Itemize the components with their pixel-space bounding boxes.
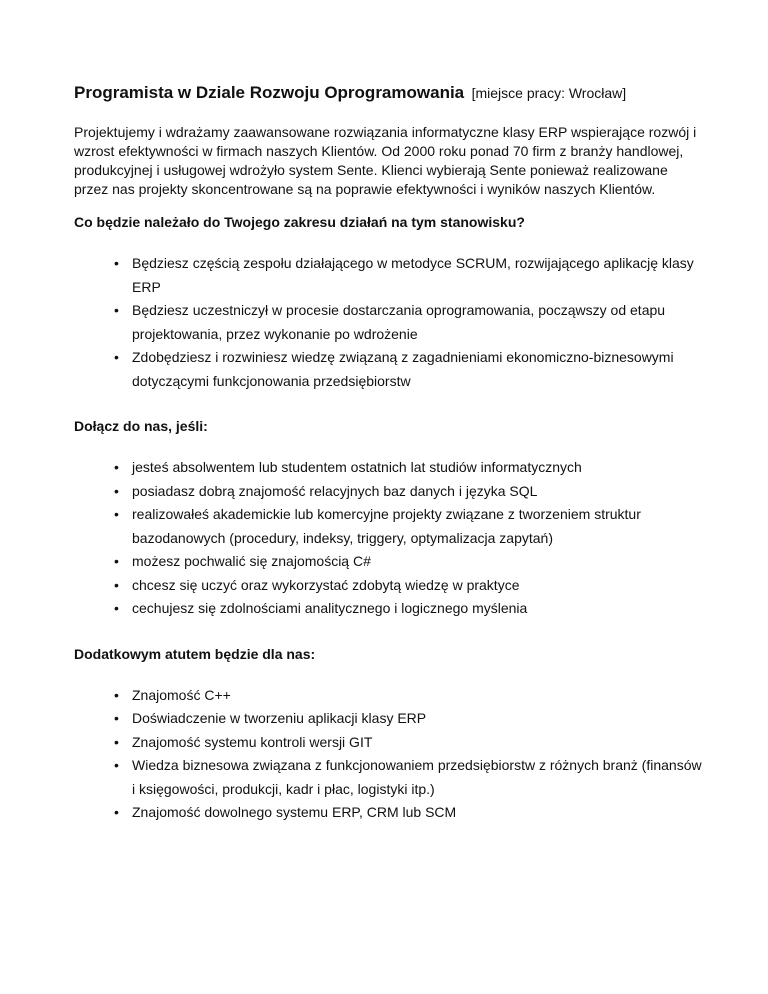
requirements-list: [74, 456, 704, 621]
list-item: [74, 550, 704, 574]
list-item-text: Doświadczenie w tworzeniu aplikacji klasy ERP: [132, 710, 427, 726]
bullet-icon: •: [114, 255, 119, 271]
nice-to-have-list: [74, 684, 704, 825]
list-item: [74, 252, 704, 299]
bullet-icon: •: [114, 733, 119, 750]
bullet-icon: •: [114, 804, 119, 820]
bullet-icon: •: [114, 600, 119, 616]
list-item-text: cechujesz się zdolnościami analitycznego i logicznego myślenia: [132, 600, 528, 616]
job-location: [miejsce pracy: Wrocław]: [471, 85, 627, 101]
list-item-text: Będziesz częścią zespołu działającego w metodyce SCRUM, rozwijającego aplikację klasy ERP: [132, 255, 694, 295]
job-posting-document: [74, 82, 704, 825]
list-item: [74, 597, 704, 621]
bullet-icon: •: [114, 459, 119, 475]
bullet-icon: •: [114, 576, 119, 593]
list-item: [74, 684, 704, 708]
list-item: [74, 503, 704, 550]
list-item-text: chcesz się uczyć oraz wykorzystać zdobytą wiedzę w praktyce: [132, 576, 520, 593]
title-line: [74, 82, 704, 105]
list-item-text: Wiedza biznesowa związana z funkcjonowaniem przedsiębiorstw z różnych branż (finansów i księgowości, produkcji, kadr i płac, logistyki itp.): [132, 757, 702, 797]
intro-paragraph: Projektujemy i wdrażamy zaawansowane rozwiązania informatyczne klasy ERP wspierające rozwój i wzrost efektywności w firmach naszych Klientów. Od 2000 roku ponad 70 firm z branży handlowej, produkcyjnej i usługowej wdrożyło system Sente. Klienci wybierają Sente ponieważ realizowane przez nas projekty skoncentrowane są na poprawie efektywności i wyników naszych Klientów.: [74, 124, 697, 197]
list-item-text: realizowałeś akademickie lub komercyjne projekty związane z tworzeniem struktur bazodanowych (procedury, indeksy, triggery, optymalizacja zapytań): [132, 506, 641, 546]
section-heading-responsibilities: Co będzie należało do Twojego zakresu działań na tym stanowisku?: [74, 214, 525, 230]
bullet-icon: •: [114, 349, 119, 365]
list-item: [74, 801, 704, 825]
list-item: [74, 346, 704, 393]
list-item: [74, 731, 704, 755]
page-title: Programista w Dziale Rozwoju Oprogramowania: [74, 83, 465, 102]
list-item-text: Będziesz uczestniczył w procesie dostarczania oprogramowania, począwszy od etapu projektowania, przez wykonanie po wdrożenie: [132, 302, 666, 342]
bullet-icon: •: [114, 553, 119, 569]
section-heading-nice-to-have: Dodatkowym atutem będzie dla nas:: [74, 645, 316, 662]
list-item-text: jesteś absolwentem lub studentem ostatnich lat studiów informatycznych: [132, 459, 582, 475]
list-item-text: posiadasz dobrą znajomość relacyjnych baz danych i języka SQL: [132, 482, 538, 499]
list-item-text: Zdobędziesz i rozwiniesz wiedzę związaną z zagadnieniami ekonomiczno-biznesowymi dotyczącymi funkcjonowania przedsiębiorstw: [132, 349, 674, 389]
responsibilities-list: [74, 252, 704, 393]
section-heading-requirements: Dołącz do nas, jeśli:: [74, 418, 208, 434]
bullet-icon: •: [114, 506, 119, 522]
list-item-text: Znajomość C++: [132, 686, 231, 703]
list-item-text: Znajomość dowolnego systemu ERP, CRM lub SCM: [132, 804, 457, 820]
list-item: [74, 480, 704, 504]
bullet-icon: •: [114, 686, 119, 703]
list-item: [74, 707, 704, 731]
list-item: [74, 456, 704, 480]
list-item-text: możesz pochwalić się znajomością C#: [132, 553, 371, 569]
list-item: [74, 574, 704, 598]
list-item-text: Znajomość systemu kontroli wersji GIT: [132, 733, 373, 750]
list-item: [74, 299, 704, 346]
bullet-icon: •: [114, 710, 119, 726]
bullet-icon: •: [114, 757, 119, 773]
list-item: [74, 754, 704, 801]
bullet-icon: •: [114, 302, 119, 318]
bullet-icon: •: [114, 482, 119, 499]
